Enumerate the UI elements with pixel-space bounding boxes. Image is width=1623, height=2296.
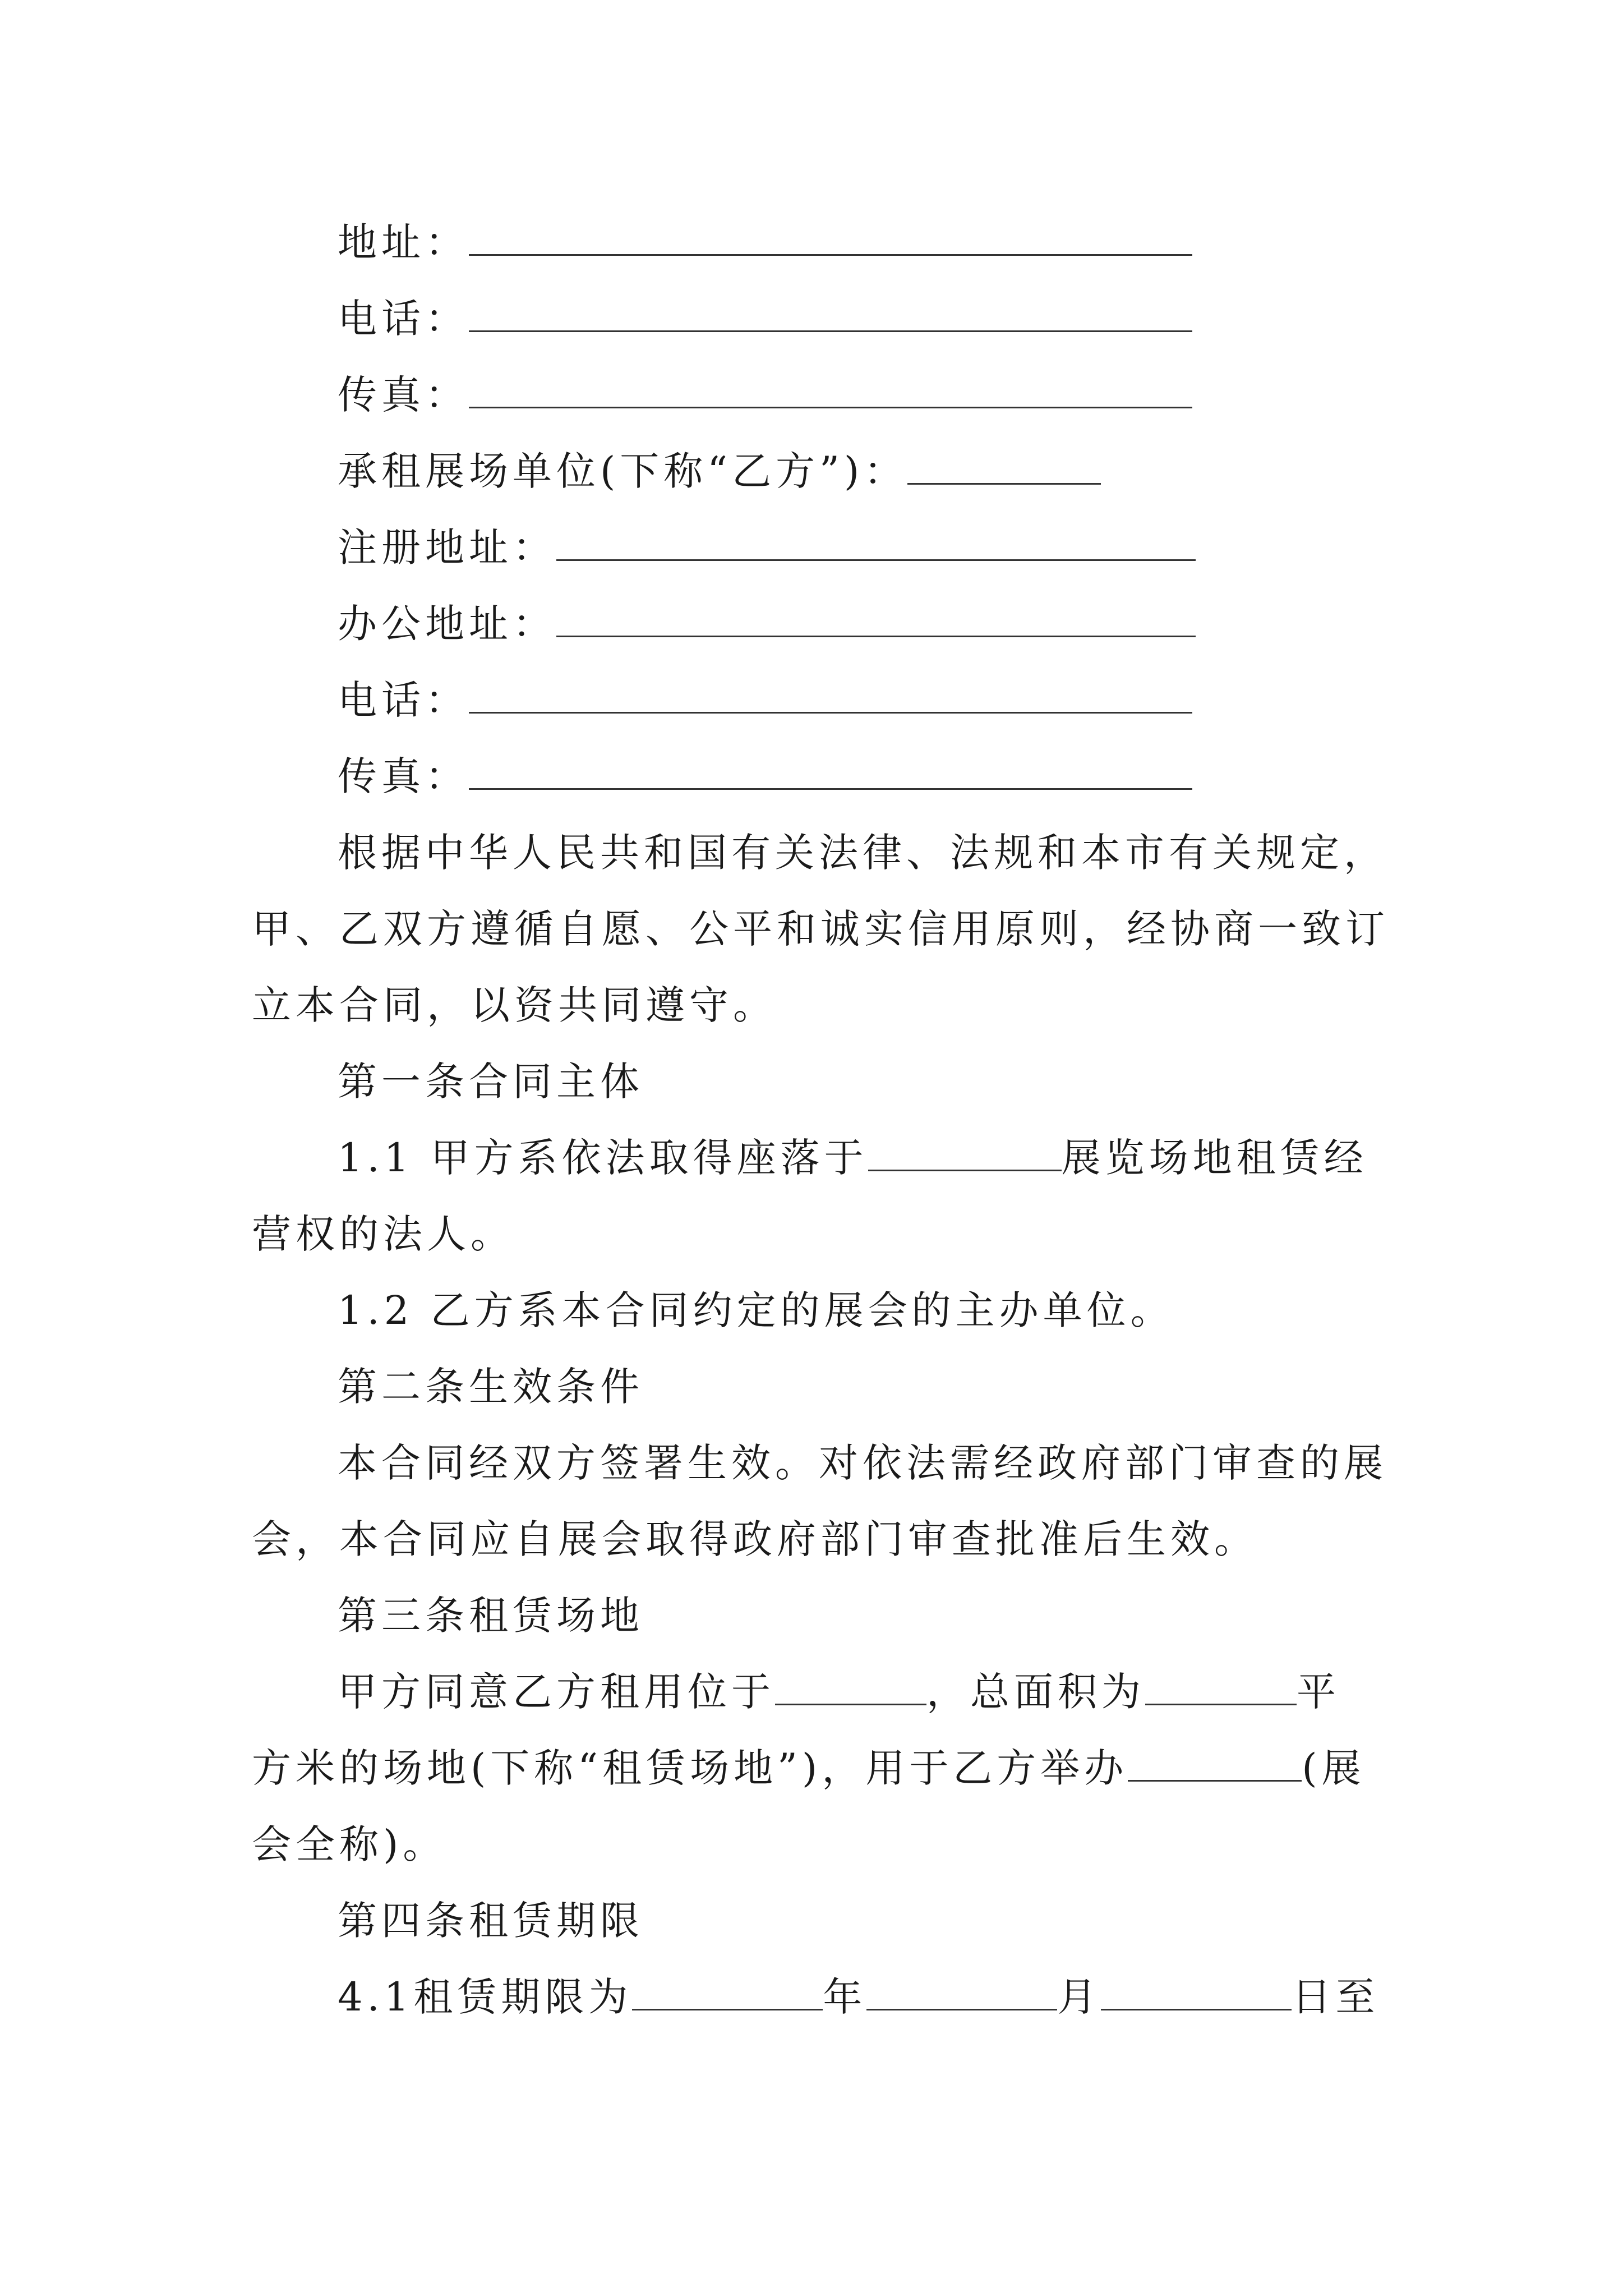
article-1-clause-1-line-2: 营权的法人。 xyxy=(252,1211,514,1257)
preamble-line-2: 甲、乙双方遵循自愿、公平和诚实信用原则，经协商一致订 xyxy=(252,906,1389,952)
party-b-reg-address-line xyxy=(338,524,1196,570)
article-3-line-1 xyxy=(338,1669,1340,1715)
month-blank xyxy=(866,1980,1057,2010)
clause-text: 甲方同意乙方租用位于 xyxy=(338,1669,775,1715)
article-2-body-line-2: 会，本合同应自展会取得政府部门审查批准后生效。 xyxy=(252,1516,1258,1562)
year-blank xyxy=(632,1980,823,2010)
clause-text: 平 xyxy=(1297,1669,1340,1715)
article-3-line-3: 会全称)。 xyxy=(252,1821,447,1867)
party-a-phone-line xyxy=(338,296,1192,342)
party-a-address-line xyxy=(338,219,1192,265)
article-4-line-1 xyxy=(338,1974,1380,2020)
clause-text: 展览场地租赁经 xyxy=(1061,1135,1368,1181)
phone-label: 电话： xyxy=(338,677,469,723)
day-blank xyxy=(1101,1980,1292,2010)
clause-text: 方米的场地(下称“租赁场地”)，用于乙方举办 xyxy=(252,1745,1128,1791)
office-address-label: 办公地址： xyxy=(338,601,556,647)
party-b-name-blank xyxy=(907,454,1101,485)
phone-blank xyxy=(469,301,1192,332)
location-blank xyxy=(868,1140,1062,1171)
day-label: 日至 xyxy=(1292,1974,1380,2020)
year-label: 年 xyxy=(823,1974,867,2020)
article-2-title: 第二条生效条件 xyxy=(338,1364,644,1410)
article-1-clause-2: 1.2 乙方系本合同约定的展会的主办单位。 xyxy=(338,1287,1174,1333)
office-address-blank xyxy=(556,606,1196,637)
article-2-body-line-1: 本合同经双方签署生效。对依法需经政府部门审查的展 xyxy=(338,1440,1387,1486)
area-blank xyxy=(1145,1674,1297,1705)
article-4-title: 第四条租赁期限 xyxy=(338,1898,644,1944)
clause-text: ，总面积为 xyxy=(926,1669,1145,1715)
article-1-clause-1-line-1 xyxy=(338,1135,1368,1181)
party-b-fax-line xyxy=(338,753,1192,799)
preamble-line-1: 根据中华人民共和国有关法律、法规和本市有关规定， xyxy=(338,830,1387,876)
site-location-blank xyxy=(775,1674,926,1705)
phone-label: 电话： xyxy=(338,296,469,342)
fax-blank xyxy=(469,378,1192,408)
party-b-intro-line xyxy=(338,448,1101,494)
article-3-title: 第三条租赁场地 xyxy=(338,1593,644,1639)
clause-text: 1.1 甲方系依法取得座落于 xyxy=(338,1135,868,1181)
address-blank xyxy=(469,225,1192,256)
article-1-title: 第一条合同主体 xyxy=(338,1059,644,1105)
phone-blank xyxy=(469,683,1192,714)
reg-address-label: 注册地址： xyxy=(338,524,556,570)
exhibition-name-blank xyxy=(1128,1751,1302,1782)
party-b-office-address-line xyxy=(338,601,1196,647)
fax-blank xyxy=(469,759,1192,790)
reg-address-blank xyxy=(556,530,1196,561)
party-a-fax-line xyxy=(338,372,1192,418)
clause-text: 4.1租赁期限为 xyxy=(338,1974,633,2020)
party-b-phone-line xyxy=(338,677,1192,723)
clause-text: (展 xyxy=(1302,1745,1366,1791)
fax-label: 传真： xyxy=(338,372,469,418)
month-label: 月 xyxy=(1057,1974,1101,2020)
article-3-line-2 xyxy=(252,1745,1366,1791)
fax-label: 传真： xyxy=(338,753,469,799)
preamble-line-3: 立本合同，以资共同遵守。 xyxy=(252,982,777,1028)
party-b-intro: 承租展场单位(下称“乙方”)： xyxy=(338,448,908,494)
address-label: 地址： xyxy=(338,219,469,265)
